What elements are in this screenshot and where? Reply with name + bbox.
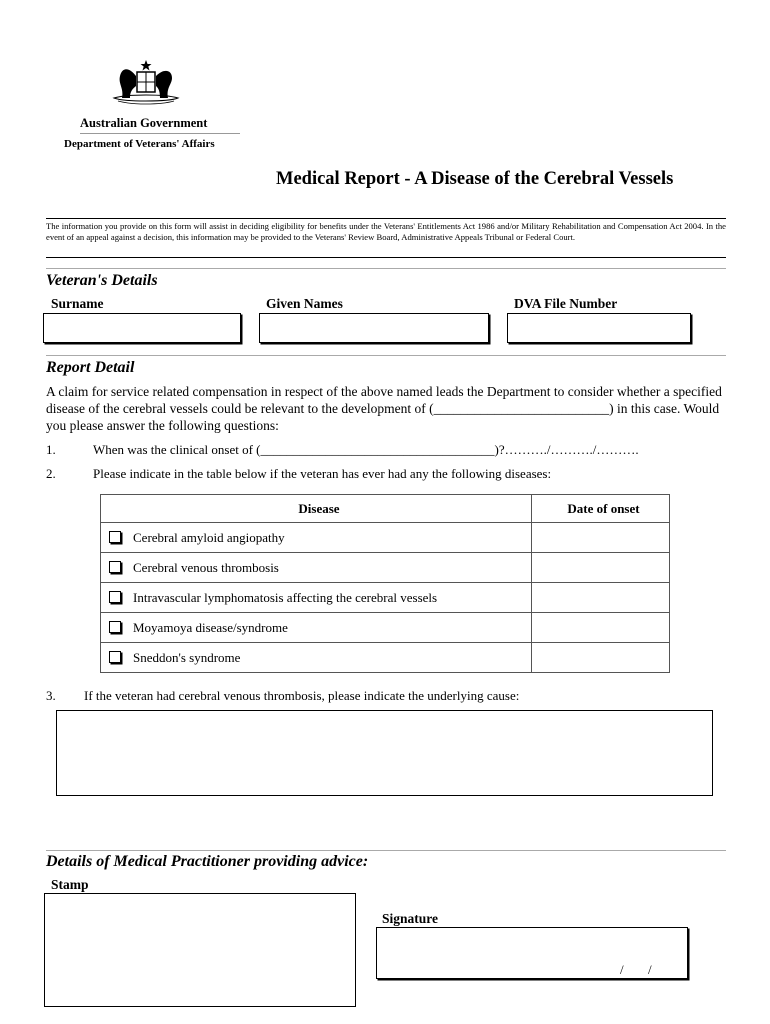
date-separator: / [620, 962, 624, 977]
disease-name: Moyamoya disease/syndrome [133, 619, 288, 635]
question-2-number: 2. [46, 466, 56, 481]
date-of-onset-cell[interactable] [532, 553, 670, 583]
signature-field[interactable] [376, 927, 688, 979]
date-of-onset-column-header: Date of onset [532, 495, 670, 523]
disease-column-header: Disease [101, 495, 532, 523]
date-of-onset-cell[interactable] [532, 583, 670, 613]
practitioner-heading: Details of Medical Practitioner providing advice: [46, 853, 369, 870]
coat-of-arms-logo [108, 58, 184, 108]
surname-label: Surname [51, 296, 104, 311]
disease-table [100, 494, 670, 673]
intro-text: The information you provide on this form will assist in deciding eligibility for benefits under the Veterans' Entitlements Act 1986 and/or Military Rehabilitation and Compensation Act 2004. In the event of an appeal against a decision, this information may be provided to the Veterans' Review Board, Administrative Appeals Tribunal or Federal Court. [46, 221, 726, 242]
disease-checkbox[interactable] [109, 651, 121, 663]
underlying-cause-field[interactable] [56, 710, 713, 796]
question-1-number: 1. [46, 442, 56, 457]
date-of-onset-cell[interactable] [532, 613, 670, 643]
disease-name: Sneddon's syndrome [133, 649, 241, 665]
veteran-section-rule [46, 268, 726, 269]
intro-top-rule [46, 218, 726, 219]
report-paragraph: A claim for service related compensation in respect of the above named leads the Department to consider whether a specified disease of the cerebral vessels could be relevant to the development of (__________________________) in this case. Would you please answer the following questions: [46, 384, 722, 433]
stamp-field[interactable] [44, 893, 356, 1007]
government-name: Australian Government [80, 116, 208, 130]
table-row [101, 523, 670, 553]
question-1-text[interactable]: When was the clinical onset of (____________________________________)?………./………./………. [93, 442, 639, 457]
question-3-number: 3. [46, 688, 56, 703]
disease-name: Cerebral venous thrombosis [133, 559, 279, 575]
disease-checkbox[interactable] [109, 621, 121, 633]
veteran-details-heading: Veteran's Details [46, 272, 158, 289]
disease-checkbox[interactable] [109, 591, 121, 603]
table-row [101, 553, 670, 583]
surname-field[interactable] [43, 313, 241, 343]
given-names-field[interactable] [259, 313, 489, 343]
date-of-onset-cell[interactable] [532, 523, 670, 553]
given-names-label: Given Names [266, 296, 343, 311]
report-detail-heading: Report Detail [46, 359, 135, 376]
disease-checkbox[interactable] [109, 531, 121, 543]
question-3-text: If the veteran had cerebral venous thrombosis, please indicate the underlying cause: [84, 688, 520, 703]
disease-checkbox[interactable] [109, 561, 121, 573]
disease-name: Intravascular lymphomatosis affecting the cerebral vessels [133, 589, 438, 605]
table-row [101, 643, 670, 673]
page-title: Medical Report - A Disease of the Cerebral Vessels [276, 169, 674, 189]
dva-file-number-label: DVA File Number [514, 296, 618, 311]
table-row [101, 613, 670, 643]
date-of-onset-cell[interactable] [532, 643, 670, 673]
report-section-rule [46, 355, 726, 356]
practitioner-section-rule [46, 850, 726, 851]
dva-file-number-field[interactable] [507, 313, 691, 343]
question-2-text: Please indicate in the table below if the veteran has ever had any the following diseases: [93, 466, 552, 481]
stamp-label: Stamp [51, 877, 89, 892]
disease-name: Cerebral amyloid angiopathy [133, 529, 285, 545]
intro-bottom-rule [46, 257, 726, 258]
date-separator: / [648, 962, 652, 977]
header-divider [80, 133, 240, 134]
department-name: Department of Veterans' Affairs [64, 138, 215, 150]
signature-label: Signature [382, 911, 439, 926]
table-row [101, 583, 670, 613]
